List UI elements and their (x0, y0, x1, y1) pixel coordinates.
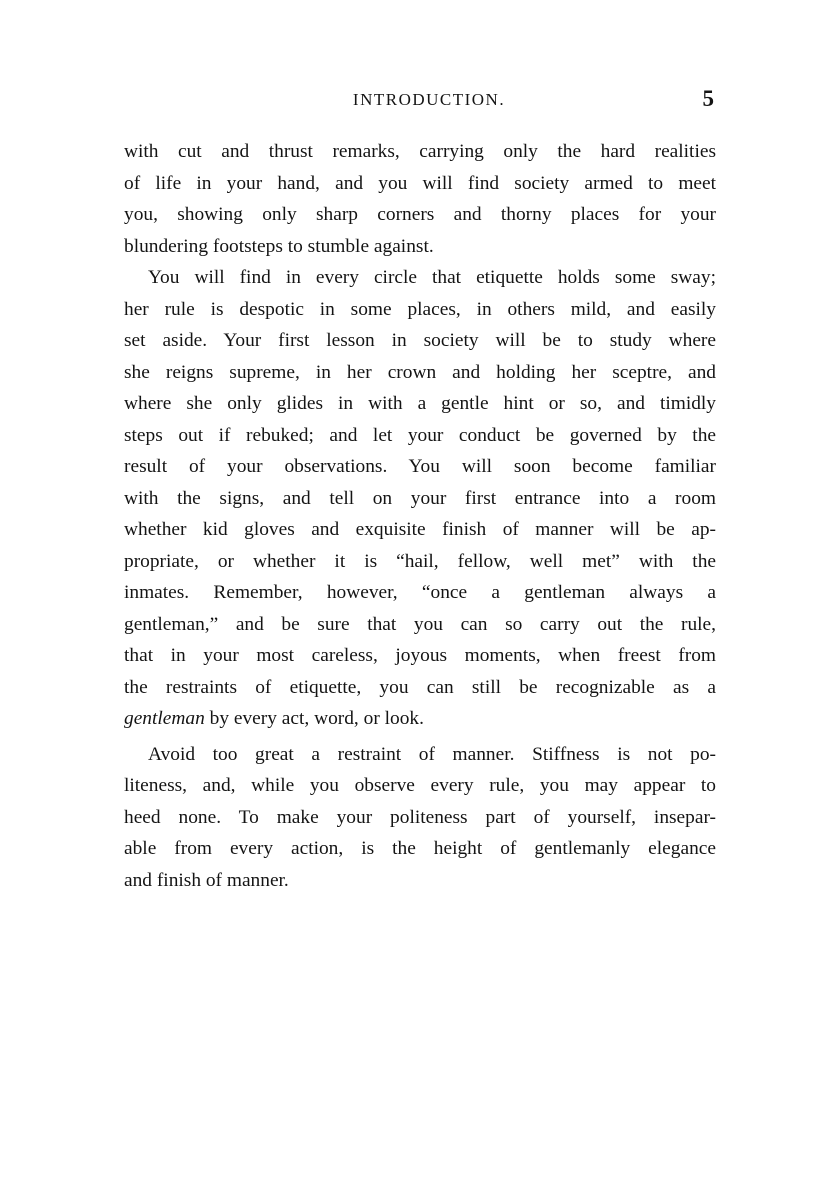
text-line: of life in your hand, and you will find society armed to meet (124, 172, 716, 194)
text-line: result of your observations. You will soon become familiar (124, 456, 716, 477)
text-line: her rule is despotic in some places, in others mild, and easily (124, 298, 716, 320)
text-line: and finish of manner. (124, 869, 289, 891)
paragraph-1 (124, 136, 716, 262)
text-line: Avoid too great a restraint of manner. Stiffness is not po- (148, 743, 716, 765)
page-number: 5 (702, 86, 714, 111)
text-line: steps out if rebuked; and let your conduct be governed by the (124, 424, 716, 446)
text-line: you, showing only sharp corners and thorny places for your (124, 204, 716, 225)
running-head (124, 86, 716, 116)
text-line-rest: by every act, word, or look. (204, 708, 424, 729)
paragraph-2 (124, 262, 716, 735)
text-line: inmates. Remember, however, “once a gentleman always a (124, 582, 716, 603)
text-line: set aside. Your first lesson in society will be to study where (124, 330, 716, 351)
text-line: gentleman,” and be sure that you can so carry out the rule, (124, 613, 716, 635)
text-line: whether kid gloves and exquisite finish of manner will be ap- (124, 519, 716, 540)
text-line: with cut and thrust remarks, carrying only the hard realities (124, 141, 716, 162)
text-line: propriate, or whether it is “hail, fellow, well met” with the (124, 550, 716, 572)
running-title: INTRODUCTION. (352, 90, 506, 109)
text-line: where she only glides in with a gentle hint or so, and timidly (124, 393, 716, 414)
italic-word: gentleman (124, 708, 205, 729)
body-text (124, 136, 716, 896)
text-line: You will find in every circle that etiquette holds some sway; (148, 267, 716, 288)
text-line: liteness, and, while you observe every rule, you may appear to (124, 775, 716, 796)
text-line: she reigns supreme, in her crown and holding her sceptre, and (124, 361, 716, 383)
text-line (124, 703, 716, 735)
text-line: the restraints of etiquette, you can still be recognizable as a (124, 676, 716, 698)
text-line: blundering footsteps to stumble against. (124, 235, 434, 257)
text-line: heed none. To make your politeness part of yourself, insepar- (124, 806, 716, 828)
paragraph-3 (124, 739, 716, 897)
text-line: that in your most careless, joyous moments, when freest from (124, 645, 716, 666)
text-line: with the signs, and tell on your first entrance into a room (124, 487, 716, 509)
text-line: able from every action, is the height of gentlemanly elegance (124, 838, 716, 859)
